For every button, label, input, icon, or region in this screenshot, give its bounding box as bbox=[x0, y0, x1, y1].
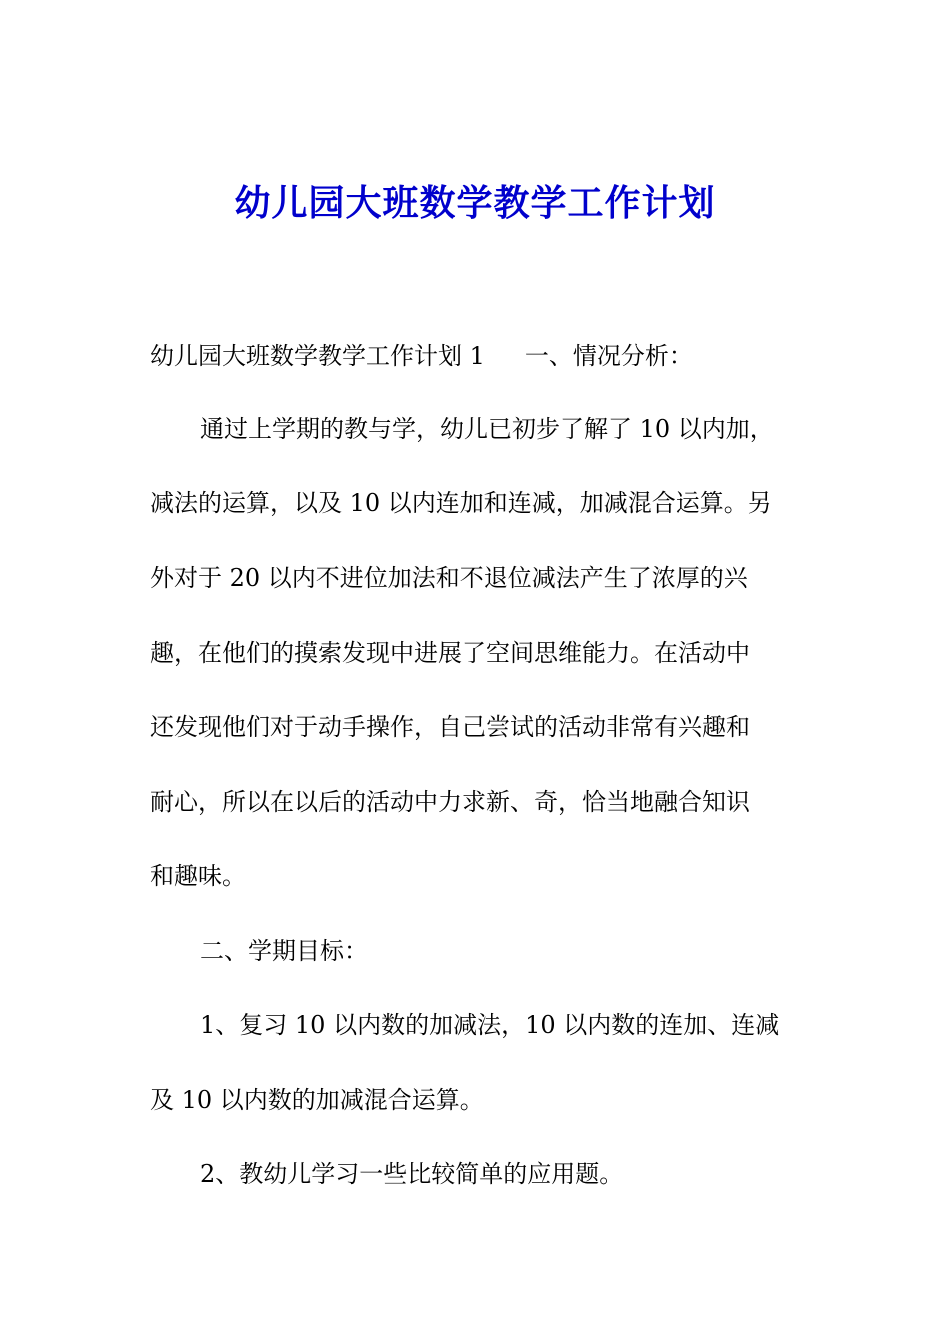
subtitle-line bbox=[150, 337, 800, 375]
paragraph-line: 趣，在他们的摸索发现中进展了空间思维能力。在活动中 bbox=[150, 639, 750, 667]
section-heading-analysis: 一、情况分析： bbox=[524, 342, 693, 370]
document-title: 幼儿园大班数学教学工作计划 bbox=[234, 182, 716, 224]
goal-item: 2、教幼儿学习一些比较简单的应用题。 bbox=[200, 1160, 624, 1188]
subtitle: 幼儿园大班数学教学工作计划 1 bbox=[150, 342, 485, 370]
section-heading-goals: 二、学期目标： bbox=[200, 937, 368, 965]
paragraph-line: 减法的运算，以及 10 以内连加和连减，加减混合运算。另 bbox=[150, 489, 772, 517]
paragraph-line: 通过上学期的教与学，幼儿已初步了解了 10 以内加， bbox=[200, 415, 774, 443]
paragraph-line: 和趣味。 bbox=[150, 862, 246, 890]
goal-item-continued: 及 10 以内数的加减混合运算。 bbox=[150, 1086, 484, 1114]
paragraph-line: 还发现他们对于动手操作，自己尝试的活动非常有兴趣和 bbox=[150, 713, 750, 741]
paragraph-line: 耐心，所以在以后的活动中力求新、奇，恰当地融合知识 bbox=[150, 788, 750, 816]
goal-item: 1、复习 10 以内数的加减法，10 以内数的连加、连减 bbox=[200, 1011, 780, 1039]
paragraph-line: 外对于 20 以内不进位加法和不退位减法产生了浓厚的兴 bbox=[150, 564, 748, 592]
